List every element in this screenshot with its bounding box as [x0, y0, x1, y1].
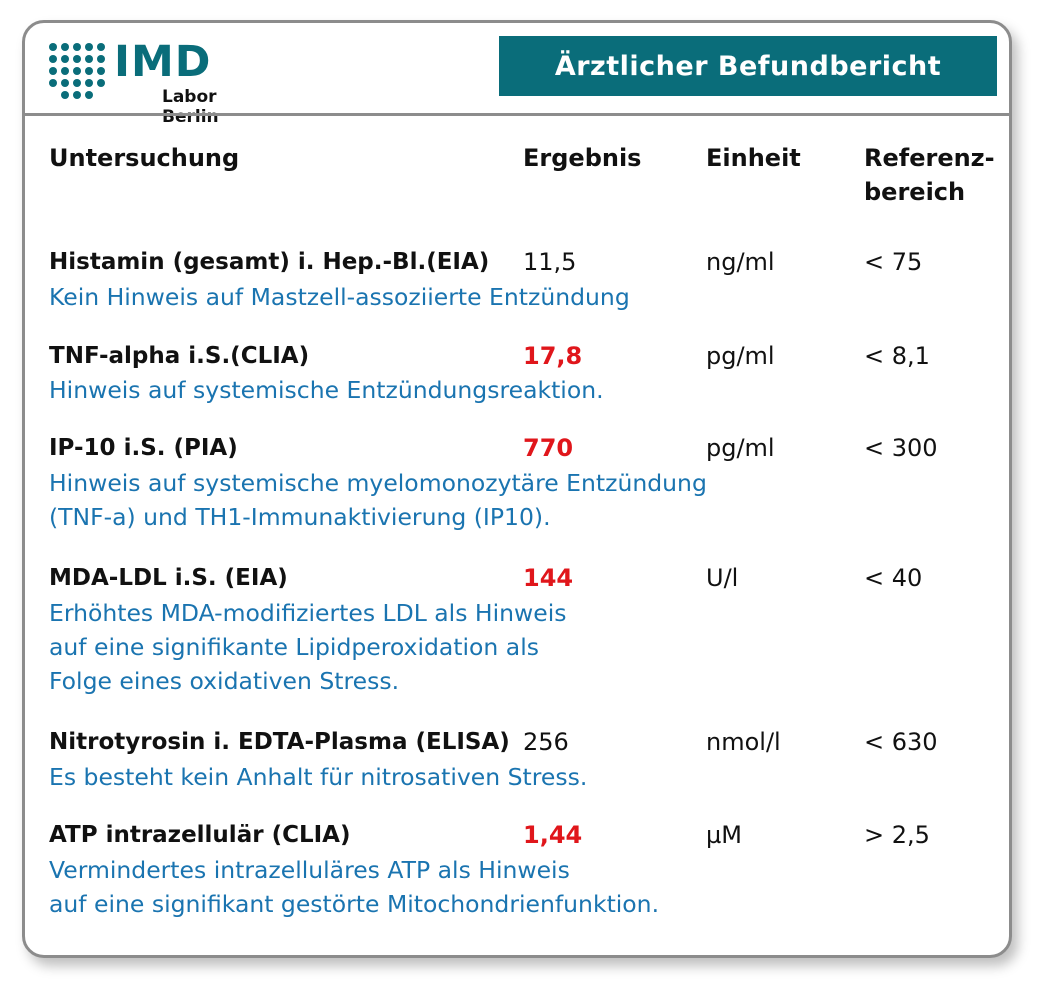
- test-result-flagged: 144: [523, 564, 574, 592]
- report-title: Ärztlicher Befundbericht: [499, 36, 997, 96]
- column-header-unit: Einheit: [706, 144, 801, 172]
- column-header-reference-line2: bereich: [864, 178, 966, 206]
- test-name: Histamin (gesamt) i. Hep.-Bl.(EIA): [49, 249, 490, 275]
- column-header-reference: Referenz-: [864, 144, 995, 172]
- test-reference: > 2,5: [864, 821, 930, 849]
- column-header-result: Ergebnis: [523, 144, 642, 172]
- test-reference: < 8,1: [864, 342, 930, 370]
- test-unit: pg/ml: [706, 434, 775, 462]
- logo-dots-icon: [47, 41, 105, 99]
- test-unit: nmol/l: [706, 728, 781, 756]
- test-name: MDA-LDL i.S. (EIA): [49, 565, 288, 591]
- test-unit: ng/ml: [706, 248, 775, 276]
- column-header-test: Untersuchung: [49, 144, 240, 172]
- test-note: Erhöhtes MDA-modifiziertes LDL als Hinweis auf eine signifikante Lipidperoxidation als Folge eines oxidativen Stress.: [49, 599, 567, 695]
- test-result-flagged: 17,8: [523, 342, 583, 370]
- header-divider: [25, 113, 1009, 116]
- test-note: Es besteht kein Anhalt für nitrosativen Stress.: [49, 763, 588, 791]
- logo-wordmark: IMD: [114, 37, 212, 87]
- test-reference: < 630: [864, 728, 938, 756]
- imd-logo: [47, 37, 277, 127]
- test-note: Vermindertes intrazelluläres ATP als Hinweis auf eine signifikant gestörte Mitochondrienfunktion.: [49, 856, 660, 918]
- test-result: 11,5: [523, 248, 577, 276]
- test-note: Hinweis auf systemische myelomonozytäre Entzündung (TNF-a) und TH1-Immunaktivierung (IP10).: [49, 469, 707, 531]
- test-note: Kein Hinweis auf Mastzell-assoziierte Entzündung: [49, 283, 630, 311]
- logo-subtitle: Labor Berlin: [162, 87, 219, 127]
- test-name: ATP intrazellulär (CLIA): [49, 822, 351, 848]
- test-unit: U/l: [706, 564, 739, 592]
- test-unit: pg/ml: [706, 342, 775, 370]
- test-name: Nitrotyrosin i. EDTA-Plasma (ELISA): [49, 729, 510, 755]
- test-reference: < 40: [864, 564, 923, 592]
- test-name: IP-10 i.S. (PIA): [49, 435, 238, 461]
- test-result-flagged: 1,44: [523, 821, 583, 849]
- test-reference: < 75: [864, 248, 923, 276]
- test-name: TNF-alpha i.S.(CLIA): [49, 343, 310, 369]
- test-unit: µM: [706, 821, 742, 849]
- test-reference: < 300: [864, 434, 938, 462]
- test-note: Hinweis auf systemische Entzündungsreaktion.: [49, 376, 604, 404]
- report-card: [22, 20, 1012, 958]
- test-result: 256: [523, 728, 569, 756]
- test-result-flagged: 770: [523, 434, 574, 462]
